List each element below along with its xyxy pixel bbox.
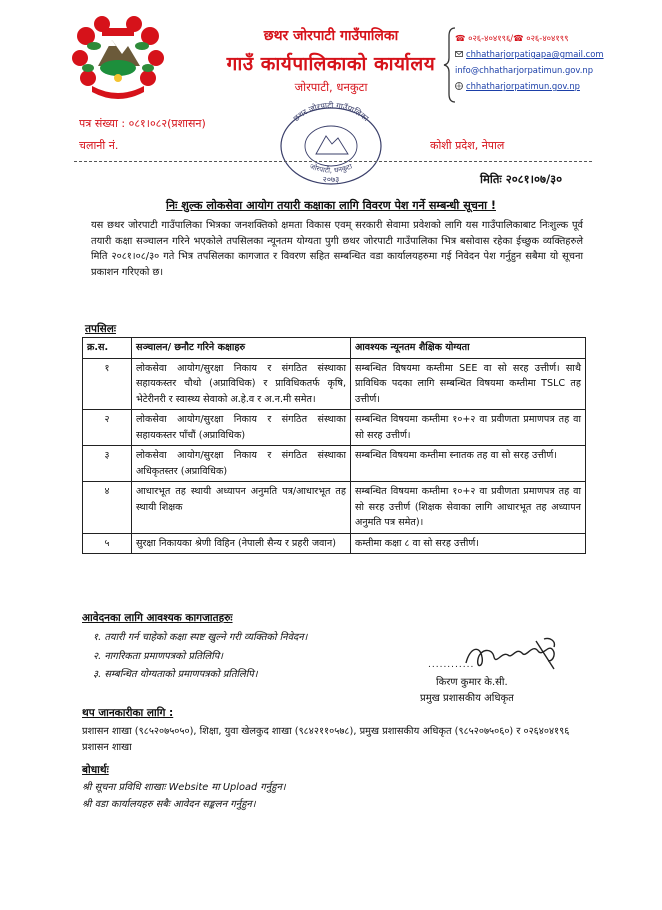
row-sn: ५ bbox=[83, 533, 132, 554]
row-post: लोकसेवा आयोग/सुरक्षा निकाय र संगठित संस्थाका अधिकृतस्तर (अप्राविधिक) bbox=[132, 446, 351, 482]
table-row bbox=[83, 446, 586, 482]
row-sn: २ bbox=[83, 410, 132, 446]
row-qualification: सम्बन्धित विषयमा कम्तीमा १०+२ वा प्रवीणता प्रमाणपत्र तह वा सो सरह उत्तीर्ण (शिक्षक सेवाका लागि आधारभूत तह अध्यापन अनुमति पत्र समेत)। bbox=[351, 482, 586, 534]
table-header-row bbox=[83, 338, 586, 359]
list-item: श्री वडा कार्यालयहरु सबैः आवेदन सङ्कलन गर्नुहुन। bbox=[82, 799, 256, 810]
row-qualification: सम्बन्धित विषयमा कम्तीमा SEE वा सो सरह उत्तीर्ण। साथै प्राविधिक पदका लागि सम्बन्धित विषयमा कम्तीमा TSLC तह उत्तीर्ण। bbox=[351, 358, 586, 410]
seal-bottom-text: जोरपाटी, धनकुटा bbox=[308, 162, 354, 175]
table-row bbox=[83, 358, 586, 410]
more-info-title: थप जानकारीका लागि : bbox=[82, 707, 174, 719]
signature-dots: ............ bbox=[428, 660, 475, 670]
svg-text:छथर जोरपाटी गाउँपालिका bbox=[292, 100, 371, 124]
header-qualification: आवश्यक न्यूनतम शैक्षिक योग्यता bbox=[351, 338, 586, 359]
header-divider bbox=[74, 161, 592, 162]
website-link[interactable]: chhatharjorpatimun.gov.np bbox=[466, 81, 580, 91]
row-sn: ४ bbox=[83, 482, 132, 534]
letter-date: मितिः २०८१।०७/३० bbox=[480, 172, 563, 186]
chalani-number: चलानी नं. bbox=[79, 139, 119, 152]
web-icon bbox=[455, 82, 463, 90]
table-section-label: तपसिलः bbox=[85, 323, 117, 335]
phone-row bbox=[455, 30, 604, 46]
row-qualification: सम्बन्धित विषयमा कम्तीमा १०+२ वा प्रवीणता प्रमाणपत्र तह वा सो सरह उत्तीर्ण। bbox=[351, 410, 586, 446]
web-row bbox=[455, 78, 604, 94]
row-qualification: कम्तीमा कक्षा ८ वा सो सरह उत्तीर्ण। bbox=[351, 533, 586, 554]
table-row bbox=[83, 533, 586, 554]
signer-name: किरण कुमार के.सी. bbox=[436, 677, 508, 688]
row-post: आधारभूत तह स्थायी अध्यापन अनुमति पत्र/आधारभूत तह स्थायी शिक्षक bbox=[132, 482, 351, 534]
contact-block bbox=[455, 30, 604, 94]
list-item: श्री सूचना प्रविधि शाखाः Website मा Upload गर्नुहुन। bbox=[82, 782, 286, 793]
signer-post: प्रमुख प्रशासकीय अधिकृत bbox=[420, 693, 514, 704]
qualification-table bbox=[82, 337, 586, 554]
email-row bbox=[455, 46, 604, 62]
list-item: १. तयारी गर्न चाहेको कक्षा स्पष्ट खुल्ने गरी व्यक्तिको निवेदन। bbox=[93, 632, 308, 643]
row-sn: ३ bbox=[83, 446, 132, 482]
more-info-text: प्रशासन शाखा (९८५२०७५०५०), शिक्षा, युवा खेलकुद शाखा (९८४२११०५७८), प्रमुख प्रशासकीय अधिकृत (९८५२०७५०६०) र ०२६४०४१९६ प्रशासन शाखा bbox=[82, 726, 570, 753]
documents-title: आवेदनका लागि आवश्यक कागजातहरुः bbox=[82, 612, 233, 624]
office-seal-icon bbox=[272, 96, 390, 186]
province-name: कोशी प्रदेश, नेपाल bbox=[430, 139, 505, 152]
municipality-name: छथर जोरपाटी गाउँपालिका bbox=[263, 28, 399, 44]
letter-ref-number: पत्र संख्या : ०८१।०८२(प्रशासन) bbox=[79, 117, 206, 130]
row-post: लोकसेवा आयोग/सुरक्षा निकाय र संगठित संस्थाका सहायकस्तर पाँचौं (अप्राविधिक) bbox=[132, 410, 351, 446]
email2-row bbox=[455, 62, 604, 78]
table-row bbox=[83, 482, 586, 534]
notice-body: यस छथर जोरपाटी गाउँपालिका भित्रका जनशक्तिको क्षमता विकास एवम् सरकारी सेवामा प्रवेशको लागि यस गाउँपालिकाबाट निःशुल्क पूर्व तयारी कक्षा सञ्चालन गरिने भएकोले तपसिलका न्यूनतम योग्यता पुगी छथर जोरपाटी गाउँपालिका भित्र बसोवास रहेका ईच्छुक व्यक्तिहरुले मिति २०८१।०८/३० गते भित्र तपसिलका कागजात र विवरण सहित सम्बन्धित वडा कार्यालयहरुमा गई निवेदन पेश गर्नुहुन सबैमा यो सूचना प्रकाशन गरिएको छ। bbox=[91, 220, 583, 278]
documents-list bbox=[93, 629, 307, 685]
office-name: गाउँ कार्यपालिकाको कार्यालय bbox=[226, 53, 436, 75]
header-sn: क्र.स. bbox=[83, 338, 132, 359]
row-sn: १ bbox=[83, 358, 132, 410]
table-row bbox=[83, 410, 586, 446]
notice-subject: निः शुल्क लोकसेवा आयोग तयारी कक्षाका लागि विवरण पेश गर्ने सम्बन्धी सूचना ! bbox=[166, 199, 496, 212]
seal-outer-text: छथर जोरपाटी गाउँपालिका bbox=[291, 100, 371, 124]
phone-numbers: ☎ ०२६-४०४१९६/☎ ०२६-४०४१९९ bbox=[455, 33, 569, 43]
email-link[interactable]: chhatharjorpatigapa@gmail.com bbox=[466, 49, 604, 59]
row-post: लोकसेवा आयोग/सुरक्षा निकाय र संगठित संस्थाका सहायकस्तर चौथो (अप्राविधिक) र प्राविधिकतर्फ कृषि, भेटेरीनरी र स्वास्थ्य सेवाको अ.हे.व र अ.न.मी समेत। bbox=[132, 358, 351, 410]
svg-text:जोरपाटी, धनकुटा bbox=[309, 161, 354, 174]
list-item: २. नागरिकता प्रमाणपत्रको प्रतिलिपि। bbox=[93, 650, 224, 662]
cc-title: बोधार्थः bbox=[82, 764, 109, 776]
cc-list bbox=[82, 779, 286, 813]
row-qualification: सम्बन्धित विषयमा कम्तीमा स्नातक तह वा सो सरह उत्तीर्ण। bbox=[351, 446, 586, 482]
header-post: सञ्चालन/ छनौट गरिने कक्षाहरु bbox=[132, 338, 351, 359]
email-icon bbox=[455, 50, 463, 58]
email2-text[interactable]: info@chhatharjorpatimun.gov.np bbox=[455, 65, 594, 75]
row-post: सुरक्षा निकायका श्रेणी विहिन (नेपाली सैन्य र प्रहरी जवान) bbox=[132, 533, 351, 554]
office-location: जोरपाटी, धनकुटा bbox=[294, 80, 368, 94]
seal-year: २०७३ bbox=[322, 175, 340, 184]
list-item: ३. सम्बन्धित योग्यताको प्रमाणपत्रको प्रतिलिपि। bbox=[93, 669, 258, 680]
